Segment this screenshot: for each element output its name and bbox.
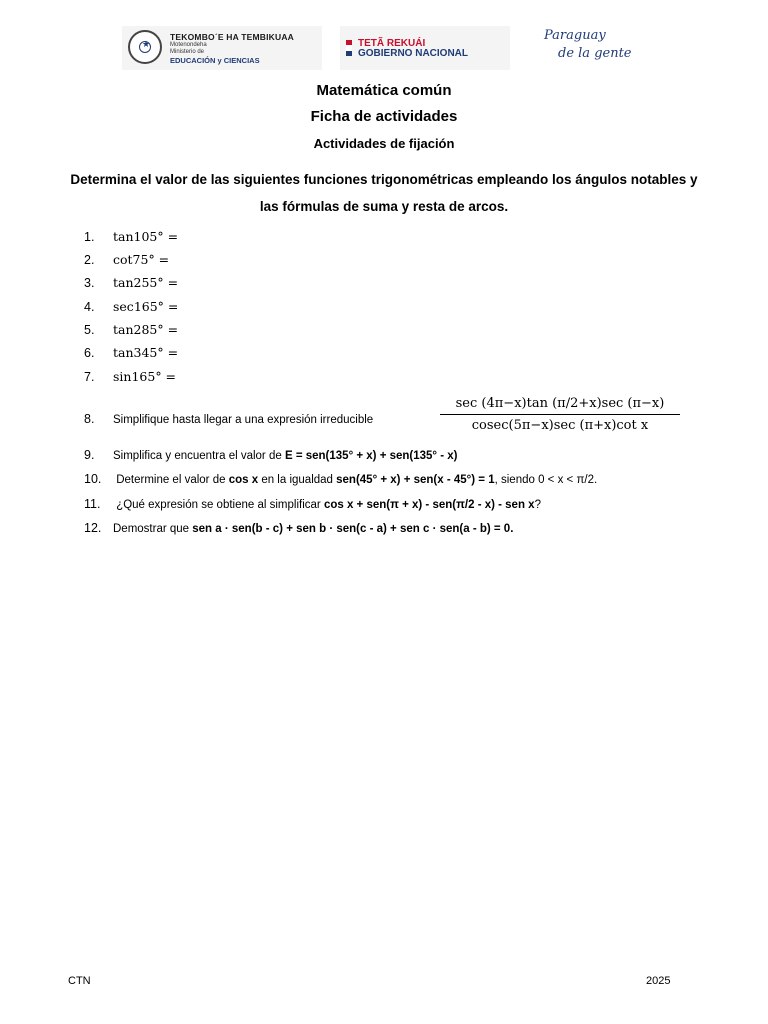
- fraction-numerator: sec (4π−x)tan (π/2+x)sec (π−x): [440, 396, 680, 415]
- flag-icon: [346, 40, 352, 56]
- exercise-item-3: [84, 275, 178, 290]
- footer-year: 2025: [646, 975, 671, 987]
- item-number: 8.: [84, 412, 95, 426]
- exercise-item-4: [84, 299, 178, 314]
- fraction-denominator: cosec(5π−x)sec (π+x)cot x: [471, 418, 649, 433]
- paraguay-logo-line2: de la gente: [558, 46, 632, 61]
- mec-logo-line4: EDUCACIÓN y CIENCIAS: [170, 56, 260, 65]
- item-number: 1.: [84, 230, 95, 244]
- mec-logo-line3: Ministerio de: [170, 49, 205, 55]
- exercise-item-5: [84, 322, 178, 337]
- mec-logo: [122, 26, 322, 70]
- national-seal-icon: ★: [128, 30, 162, 64]
- exercise-item-9: [84, 448, 457, 462]
- header-logos: [122, 26, 650, 70]
- item-number: 3.: [84, 276, 95, 290]
- exercise-item-12: [84, 521, 513, 535]
- exercise-item-7: [84, 369, 176, 384]
- exercise-item-6: [84, 345, 178, 360]
- footer-left: CTN: [68, 975, 91, 987]
- exercise-item-2: [84, 252, 169, 267]
- item-bold-expression: cos x + sen(π + x) - sen(π/2 - x) - sen x: [323, 499, 535, 511]
- gobierno-logo-line2: GOBIERNO NACIONAL: [358, 48, 468, 59]
- item-bold-expression: cos x: [228, 474, 259, 486]
- item-number: 12.: [84, 521, 102, 535]
- item-number: 5.: [84, 323, 95, 337]
- exercise-item-8: [84, 412, 373, 426]
- item-expression: cot75° =: [113, 252, 170, 267]
- item-expression: sin165° =: [113, 369, 177, 384]
- item-expression: tan345° =: [113, 345, 179, 360]
- item-text: en la igualdad: [258, 474, 337, 486]
- document-subtitle: Ficha de actividades: [310, 108, 458, 125]
- item-bold-expression: E = sen(135° + x) + sen(135° - x): [284, 450, 458, 462]
- item-bold-expression: sen a · sen(b - c) + sen b · sen(c - a) + sen c · sen(a - b) = 0.: [192, 523, 514, 535]
- instruction-text: Determina el valor de las siguientes funciones trigonométricas empleando los ángulos notables y las fórmulas de suma y resta de arcos.: [70, 172, 698, 214]
- item-text: Simplifique hasta llegar a una expresión irreducible: [113, 414, 374, 426]
- item-text: ?: [534, 499, 541, 511]
- exercise-item-11: [84, 497, 541, 511]
- exercise-item-1: [84, 229, 178, 244]
- item-text: Demostrar que: [113, 523, 193, 535]
- item-number: 6.: [84, 346, 95, 360]
- fraction-expression: [440, 396, 680, 433]
- item-number: 4.: [84, 300, 95, 314]
- item-bold-expression: sen(45° + x) + sen(x - 45°) = 1: [336, 474, 495, 486]
- item-text: Determine el valor de: [113, 474, 229, 486]
- item-expression: tan105° =: [113, 229, 179, 244]
- item-expression: tan285° =: [113, 322, 179, 337]
- item-number: 7.: [84, 370, 95, 384]
- mec-logo-line1: TEKOMBO´E HA TEMBIKUAA: [170, 32, 295, 42]
- paraguay-logo: [534, 26, 650, 70]
- section-heading: Actividades de fijación: [313, 136, 455, 151]
- item-text: ¿Qué expresión se obtiene al simplificar: [113, 499, 324, 511]
- item-number: 9.: [84, 448, 95, 462]
- gobierno-logo-line1: TETÃ REKUÁI: [358, 38, 426, 49]
- item-expression: sec165° =: [113, 299, 179, 314]
- item-number: 11.: [84, 497, 101, 511]
- item-text: Simplifica y encuentra el valor de: [113, 450, 285, 462]
- document-title: Matemática común: [316, 82, 452, 99]
- exercise-item-10: [84, 472, 597, 486]
- item-number: 10.: [84, 472, 102, 486]
- item-number: 2.: [84, 253, 95, 267]
- mec-logo-line2: Motenondeha: [170, 42, 207, 48]
- item-expression: tan255° =: [113, 275, 179, 290]
- paraguay-logo-line1: Paraguay: [544, 28, 606, 43]
- item-text: , siendo 0 < x < π/2.: [494, 474, 598, 486]
- gobierno-logo: [340, 26, 510, 70]
